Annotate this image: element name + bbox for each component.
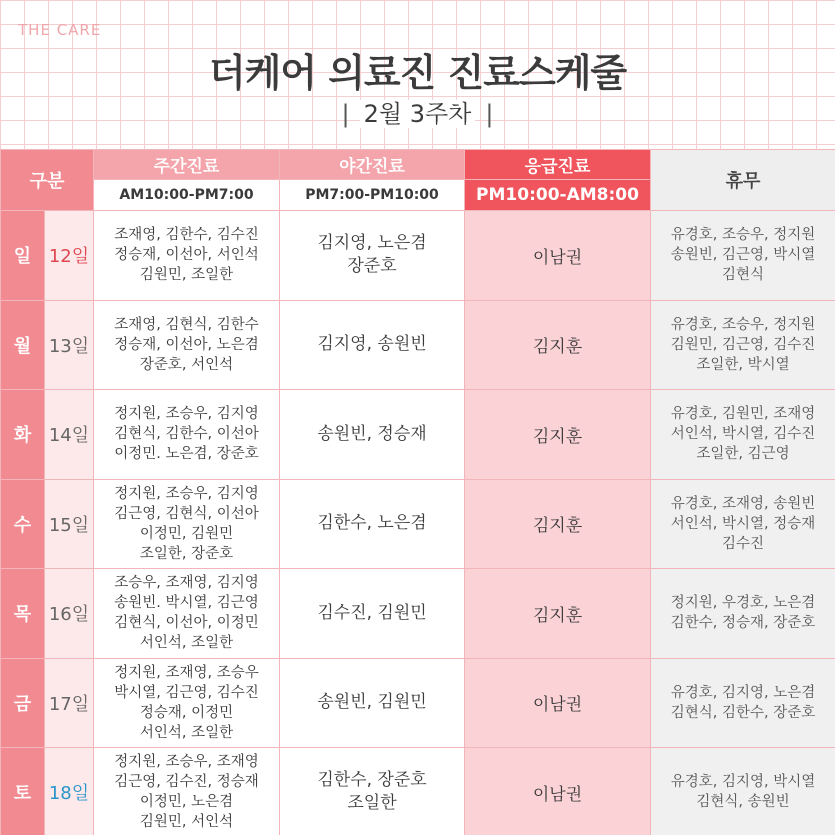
date-cell: 12일 xyxy=(45,211,94,301)
header-night-clinic: 야간진료 xyxy=(280,150,465,180)
off-staff-line: 유경호, 김지영, 박시열 xyxy=(670,774,816,791)
date-cell: 14일 xyxy=(45,390,94,480)
day-clinic-staff xyxy=(94,658,280,748)
night-clinic-staff xyxy=(280,479,465,569)
day-clinic-staff xyxy=(94,479,280,569)
subtitle-divider-right: | xyxy=(485,100,494,128)
day-clinic-staff xyxy=(94,748,280,835)
night-clinic-staff-line: 김한수, 장준호 xyxy=(317,770,427,791)
table-row xyxy=(1,300,835,390)
page-title: 더케어 의료진 진료스케줄 xyxy=(208,51,627,95)
day-clinic-staff-line: 이정민. 노은겸, 장준호 xyxy=(114,446,259,463)
table-row xyxy=(1,748,835,835)
day-clinic-staff-line: 정승재, 이선아, 서인석 xyxy=(114,247,259,264)
night-clinic-staff-line: 김한수, 노은겸 xyxy=(317,513,427,534)
schedule-table xyxy=(0,149,835,835)
emergency-clinic-staff: 김지훈 xyxy=(465,569,651,659)
header-day-clinic: 주간진료 xyxy=(94,150,280,180)
off-staff-line: 유경호, 김원민, 조재영 xyxy=(670,406,816,423)
day-clinic-staff-line: 박시열, 김근영, 김수진 xyxy=(114,684,259,701)
emergency-clinic-staff: 김지훈 xyxy=(465,300,651,390)
off-staff-line: 정지원, 우경호, 노은겸 xyxy=(670,595,816,612)
date-cell: 17일 xyxy=(45,658,94,748)
day-clinic-staff-line: 정승재, 이선아, 노은겸 xyxy=(114,336,259,353)
day-clinic-staff-line: 조재영, 김한수, 김수진 xyxy=(114,227,259,244)
night-clinic-staff-line: 장준호 xyxy=(347,256,397,277)
night-clinic-staff xyxy=(280,658,465,748)
day-clinic-staff-line: 정승재, 이정민 xyxy=(139,704,234,721)
header-emergency-clinic: 응급진료 xyxy=(465,150,651,180)
day-clinic-staff-line: 정지원, 조승우, 조재영 xyxy=(114,754,259,771)
header-night-time: PM7:00-PM10:00 xyxy=(280,180,465,211)
night-clinic-staff xyxy=(280,390,465,480)
date-cell: 15일 xyxy=(45,479,94,569)
day-clinic-staff-line: 정지원, 조재영, 조승우 xyxy=(114,664,259,681)
off-staff-line: 서인석, 박시열, 김수진 xyxy=(670,426,816,443)
date-cell: 13일 xyxy=(45,300,94,390)
subtitle-divider-left: | xyxy=(341,100,350,128)
day-clinic-staff-line: 김근영, 김현식, 이선아 xyxy=(114,505,259,522)
day-of-week-cell: 월 xyxy=(1,300,45,390)
emergency-clinic-staff: 이남권 xyxy=(465,211,651,301)
header-off: 휴무 xyxy=(651,150,835,211)
day-of-week-cell: 목 xyxy=(1,569,45,659)
off-staff-line: 김수진 xyxy=(721,535,765,552)
off-staff-line: 김현식 xyxy=(721,267,765,284)
day-clinic-staff xyxy=(94,211,280,301)
night-clinic-staff-line: 송원빈, 김원민 xyxy=(317,692,427,713)
emergency-clinic-staff: 이남권 xyxy=(465,748,651,835)
off-staff-line: 유경호, 조승우, 정지원 xyxy=(670,227,816,244)
night-clinic-staff-line: 송원빈, 정승재 xyxy=(317,423,427,444)
night-clinic-staff-line: 김지영, 송원빈 xyxy=(317,334,427,355)
off-staff-line: 조일한, 김근영 xyxy=(696,446,790,463)
day-clinic-staff-line: 김원민, 조일한 xyxy=(139,267,234,284)
day-of-week-cell: 토 xyxy=(1,748,45,835)
day-clinic-staff-line: 조일한, 장준호 xyxy=(139,545,234,562)
date-cell: 18일 xyxy=(45,748,94,835)
day-clinic-staff-line: 김현식, 김한수, 이선아 xyxy=(114,426,259,443)
off-staff xyxy=(651,390,835,480)
table-row xyxy=(1,390,835,480)
day-clinic-staff-line: 서인석, 조일한 xyxy=(139,635,234,652)
day-of-week-cell: 화 xyxy=(1,390,45,480)
day-clinic-staff xyxy=(94,300,280,390)
off-staff-line: 서인석, 박시열, 정승재 xyxy=(670,515,816,532)
day-clinic-staff-line: 장준호, 서인석 xyxy=(139,356,234,373)
day-clinic-staff-line: 정지원, 조승우, 김지영 xyxy=(114,406,259,423)
off-staff-line: 김원민, 김근영, 김수진 xyxy=(670,336,816,353)
day-clinic-staff xyxy=(94,390,280,480)
night-clinic-staff xyxy=(280,300,465,390)
day-clinic-staff-line: 김원민, 서인석 xyxy=(139,814,234,831)
off-staff-line: 김현식, 송원빈 xyxy=(696,794,790,811)
off-staff xyxy=(651,300,835,390)
header-emergency-time: PM10:00-AM8:00 xyxy=(465,180,651,211)
off-staff-line: 유경호, 조승우, 정지원 xyxy=(670,316,816,333)
off-staff-line: 김현식, 김한수, 장준호 xyxy=(670,704,816,721)
night-clinic-staff-line: 김수진, 김원민 xyxy=(317,602,427,623)
table-row xyxy=(1,658,835,748)
off-staff-line: 유경호, 김지영, 노은겸 xyxy=(670,684,816,701)
header-day-time: AM10:00-PM7:00 xyxy=(94,180,280,211)
off-staff xyxy=(651,748,835,835)
night-clinic-staff xyxy=(280,569,465,659)
night-clinic-staff xyxy=(280,211,465,301)
off-staff-line: 송원빈, 김근영, 박시열 xyxy=(670,247,816,264)
table-row xyxy=(1,569,835,659)
night-clinic-staff-line: 김지영, 노은겸 xyxy=(317,233,427,254)
day-clinic-staff-line: 정지원, 조승우, 김지영 xyxy=(114,485,259,502)
off-staff-line: 조일한, 박시열 xyxy=(696,356,790,373)
emergency-clinic-staff: 이남권 xyxy=(465,658,651,748)
header-gubun: 구분 xyxy=(1,150,94,211)
emergency-clinic-staff: 김지훈 xyxy=(465,390,651,480)
table-row xyxy=(1,211,835,301)
date-cell: 16일 xyxy=(45,569,94,659)
off-staff xyxy=(651,479,835,569)
day-clinic-staff-line: 김근영, 김수진, 정승재 xyxy=(114,774,259,791)
day-of-week-cell: 일 xyxy=(1,211,45,301)
table-row xyxy=(1,479,835,569)
off-staff-line: 김한수, 정승재, 장준호 xyxy=(670,615,816,632)
day-clinic-staff xyxy=(94,569,280,659)
day-clinic-staff-line: 김현식, 이선아, 이정민 xyxy=(114,615,259,632)
day-clinic-staff-line: 이정민, 김원민 xyxy=(139,525,234,542)
emergency-clinic-staff: 김지훈 xyxy=(465,479,651,569)
night-clinic-staff xyxy=(280,748,465,835)
day-clinic-staff-line: 조재영, 김현식, 김한수 xyxy=(114,316,259,333)
day-clinic-staff-line: 송원빈. 박시열, 김근영 xyxy=(114,595,259,612)
subtitle-text: 2월 3주차 xyxy=(360,100,476,128)
off-staff-line: 유경호, 조재영, 송원빈 xyxy=(670,495,816,512)
day-clinic-staff-line: 이정민, 노은겸 xyxy=(139,794,234,811)
off-staff xyxy=(651,569,835,659)
page-subtitle xyxy=(0,94,835,129)
day-of-week-cell: 수 xyxy=(1,479,45,569)
day-clinic-staff-line: 서인석, 조일한 xyxy=(139,724,234,741)
off-staff xyxy=(651,211,835,301)
day-clinic-staff-line: 조승우, 조재영, 김지영 xyxy=(114,575,259,592)
day-of-week-cell: 금 xyxy=(1,658,45,748)
night-clinic-staff-line: 조일한 xyxy=(347,793,397,814)
off-staff xyxy=(651,658,835,748)
brand-logo-text: THE CARE xyxy=(18,21,102,39)
